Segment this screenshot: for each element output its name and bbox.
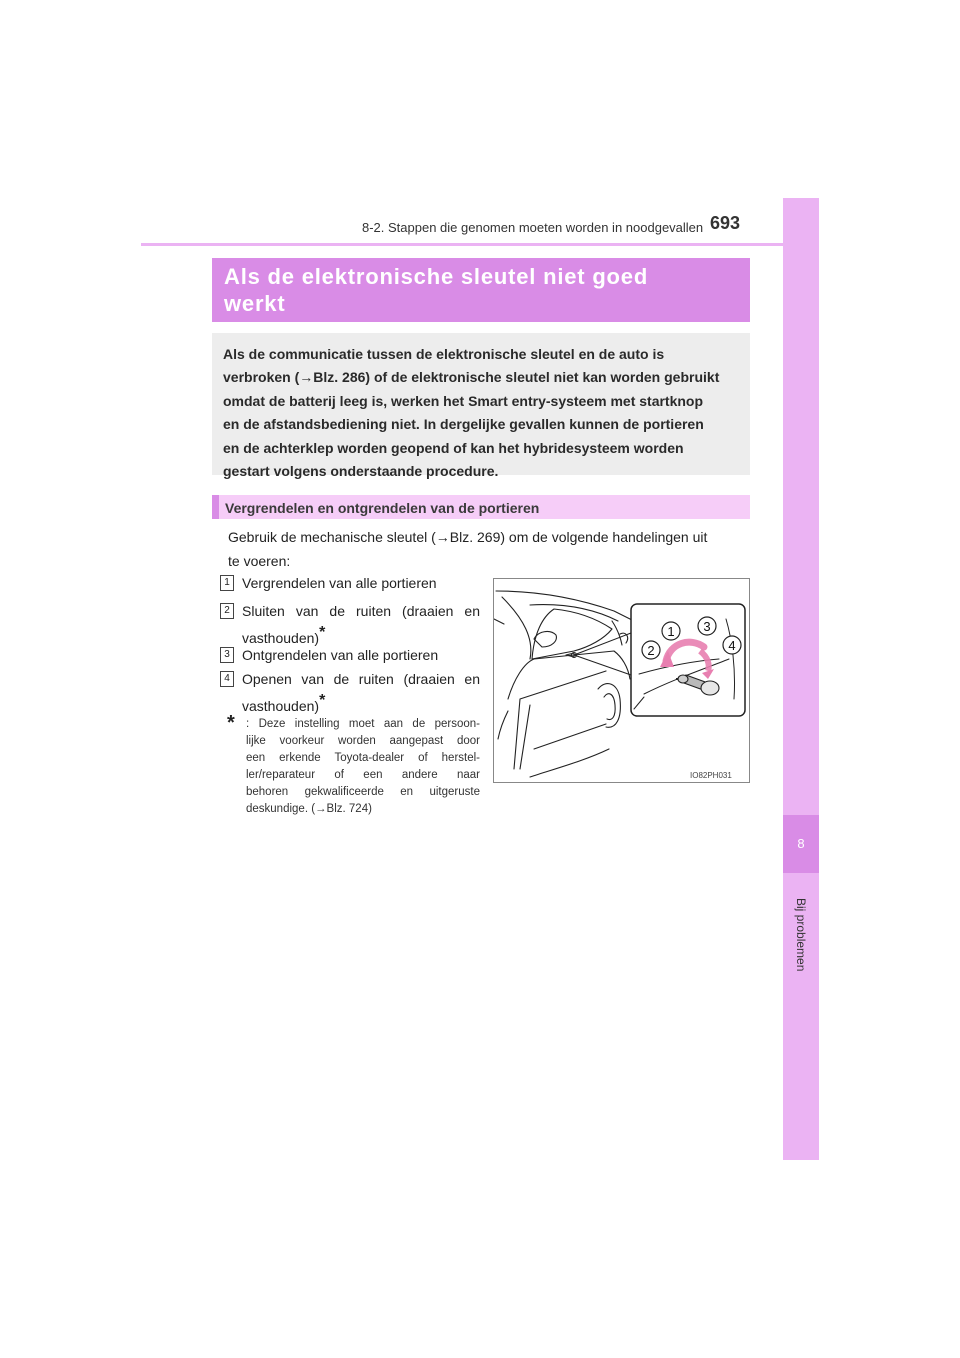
- intro-line: en de achterklep worden geopend of kan het hybridesysteem worden: [223, 439, 684, 456]
- intro-box: [212, 333, 750, 480]
- footnote-line: behoren gekwalificeerde en uitgeruste: [246, 786, 480, 798]
- chapter-label-text: Bij problemen: [794, 898, 808, 972]
- label-2: 2: [647, 643, 655, 658]
- key-operation-figure: [493, 578, 750, 783]
- car-door-illustration: [494, 579, 749, 782]
- intro-line: omdat de batterij leeg is, werken het Smart entry-systeem met startknop: [223, 392, 704, 409]
- intro-line: en de afstandsbediening niet. In dergelijke gevallen kunnen de portieren: [223, 416, 704, 433]
- chapter-label: [783, 880, 819, 990]
- step-2-line-1: Sluiten van de ruiten (draaien en: [242, 603, 480, 619]
- footnote-line: : Deze instelling moet aan de persoon-: [246, 718, 480, 730]
- step-2-text: [242, 600, 480, 649]
- header-rule: [141, 243, 819, 246]
- page-title-line-1: Als de elektronische sleutel niet goed: [224, 264, 649, 289]
- step-number-badge: 1: [220, 575, 234, 591]
- step-1-text: Vergrendelen van alle portieren: [242, 575, 437, 591]
- body-line: te voeren:: [228, 553, 291, 569]
- step-4-line-2-text: vasthouden): [242, 698, 320, 714]
- step-3-text: Ontgrendelen van alle portieren: [242, 647, 439, 663]
- figure-code: IO82PH031: [690, 771, 732, 780]
- page-number: 693: [710, 213, 741, 233]
- asterisk-marker: *: [319, 624, 326, 641]
- body-line: Gebruik de mechanische sleutel (→Blz. 269) om de volgende handelingen uit: [228, 529, 708, 545]
- subsection-title: Vergrendelen en ontgrendelen van de portieren: [225, 500, 540, 516]
- footnote-line: deskundige. (→Blz. 724): [246, 803, 372, 815]
- footnote-text: [246, 716, 480, 818]
- page-title-line-2: werkt: [224, 291, 286, 316]
- footnote-line: ler/reparateur of een andere naar: [246, 769, 480, 781]
- subsection-accent-bar: [212, 495, 219, 519]
- chapter-number-tab: 8: [783, 815, 819, 873]
- step-number-badge: 2: [220, 603, 234, 619]
- intro-line: gestart volgens onderstaande procedure.: [223, 463, 499, 480]
- label-4: 4: [728, 638, 736, 653]
- footnote-asterisk: *: [227, 712, 235, 734]
- page-title-box: [212, 258, 750, 322]
- chapter-side-tab: [783, 198, 819, 1160]
- step-2-line-2-text: vasthouden): [242, 630, 320, 646]
- intro-line: Als de communicatie tussen de elektronische sleutel en de auto is: [223, 346, 665, 362]
- label-3: 3: [703, 619, 711, 634]
- intro-line: verbroken (→Blz. 286) of de elektronische sleutel niet kan worden gebruikt: [223, 369, 720, 386]
- footnote-line: een erkende Toyota-dealer of herstel-: [246, 752, 480, 764]
- body-paragraph: [228, 525, 748, 573]
- step-4-text: [242, 668, 480, 717]
- label-1: 1: [667, 624, 675, 639]
- step-4-line-1: Openen van de ruiten (draaien en: [242, 671, 480, 687]
- step-number-badge: 4: [220, 671, 234, 687]
- section-heading: 8-2. Stappen die genomen moeten worden in noodgevallen: [362, 220, 704, 235]
- footnote-line: lijke voorkeur worden aangepast door: [246, 735, 480, 747]
- step-number-badge: 3: [220, 647, 234, 663]
- asterisk-marker: *: [319, 692, 326, 709]
- step-4-line-2: [242, 690, 480, 717]
